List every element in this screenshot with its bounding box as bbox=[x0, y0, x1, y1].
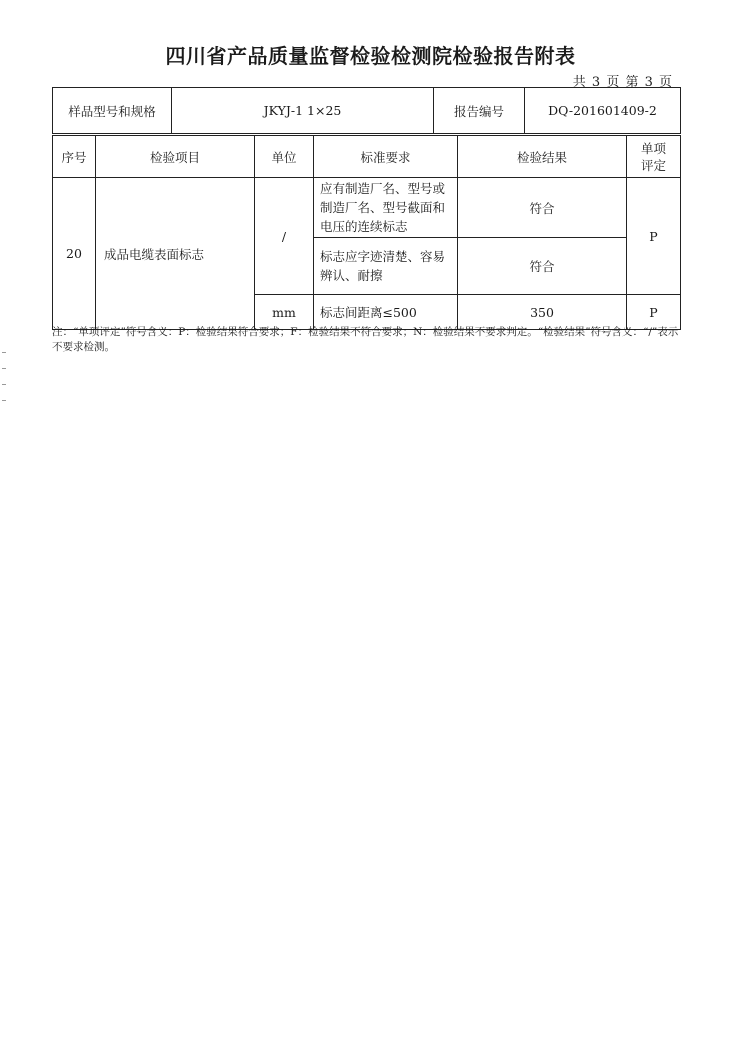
scan-mark bbox=[2, 368, 6, 369]
row-rating-2: P bbox=[627, 295, 681, 330]
row-index: 20 bbox=[53, 178, 96, 330]
report-number-value: DQ-201601409-2 bbox=[525, 88, 681, 134]
table-header-row bbox=[53, 136, 681, 178]
row-rating-1: P bbox=[627, 178, 681, 295]
col-header-index: 序号 bbox=[53, 136, 96, 178]
report-title: 四川省产品质量监督检验检测院检验报告附表 bbox=[165, 44, 576, 68]
row-unit: / bbox=[255, 178, 314, 295]
col-header-result: 检验结果 bbox=[458, 136, 627, 178]
report-number-label: 报告编号 bbox=[434, 88, 525, 134]
model-label: 样品型号和规格 bbox=[53, 88, 172, 134]
row-result-3: 350 bbox=[458, 295, 627, 330]
col-header-unit: 单位 bbox=[255, 136, 314, 178]
footnote: 注：“单项评定”符号含义：P：检验结果符合要求；F：检验结果不符合要求；N：检验结果不要求判定。“检验结果”符号含义：“/”表示不要求检测。 bbox=[52, 326, 679, 353]
row-unit-3: mm bbox=[255, 295, 314, 330]
col-header-item: 检验项目 bbox=[96, 136, 255, 178]
inspection-table bbox=[52, 135, 681, 330]
table-row bbox=[53, 178, 681, 238]
row-standard-2: 标志应字迹清楚、容易辨认、耐擦 bbox=[314, 238, 458, 295]
row-standard-1: 应有制造厂名、型号或制造厂名、型号截面和电压的连续标志 bbox=[314, 178, 458, 238]
row-result-2: 符合 bbox=[458, 238, 627, 295]
page-info: 共 3 页 第 3 页 bbox=[572, 75, 673, 90]
model-value: JKYJ-1 1×25 bbox=[172, 88, 434, 134]
sample-info-table bbox=[52, 87, 681, 134]
row-item: 成品电缆表面标志 bbox=[96, 178, 255, 330]
row-result-1: 符合 bbox=[458, 178, 627, 238]
scan-mark bbox=[2, 400, 6, 401]
col-header-rating: 单项 评定 bbox=[627, 136, 681, 178]
scan-mark bbox=[2, 352, 6, 353]
row-standard-3: 标志间距离≤500 bbox=[314, 295, 458, 330]
scan-mark bbox=[2, 384, 6, 385]
col-header-standard: 标准要求 bbox=[314, 136, 458, 178]
